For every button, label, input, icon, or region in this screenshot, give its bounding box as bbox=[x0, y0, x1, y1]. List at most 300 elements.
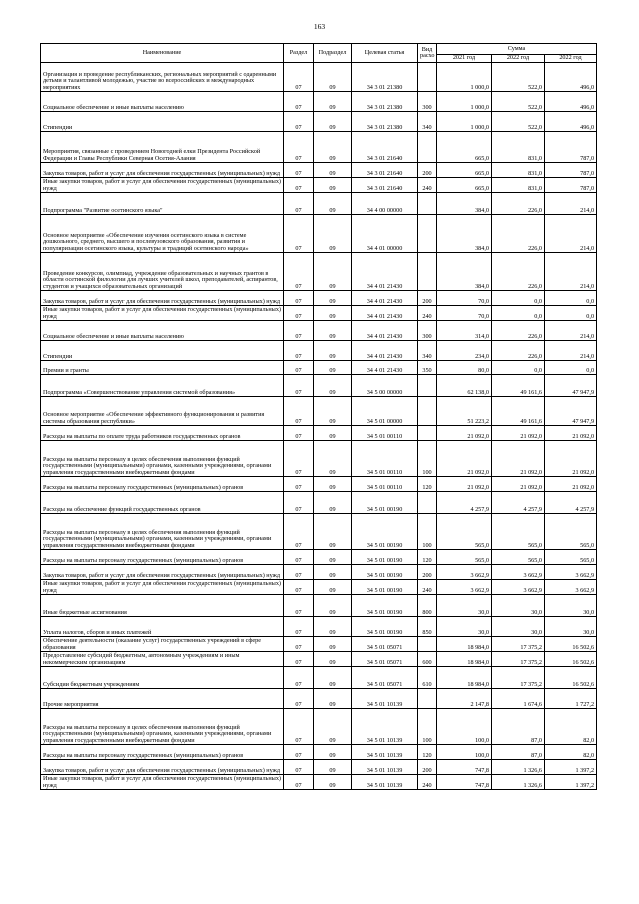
cell-section: 07 bbox=[284, 667, 314, 689]
cell-target-article: 34 3 01 21380 bbox=[352, 92, 418, 112]
cell-target-article: 34 4 01 21430 bbox=[352, 306, 418, 321]
cell-subsection: 09 bbox=[314, 112, 352, 132]
cell-sum-2022-second: 30,0 bbox=[545, 617, 597, 637]
cell-sum-2022-first: 226,0 bbox=[492, 193, 545, 215]
cell-target-article: 34 5 01 00190 bbox=[352, 492, 418, 514]
cell-sum-2022-first: 0,0 bbox=[492, 291, 545, 306]
cell-sum-2022-second: 21 092,0 bbox=[545, 441, 597, 477]
cell-expense-type: 200 bbox=[418, 291, 437, 306]
cell-expense-type: 610 bbox=[418, 667, 437, 689]
cell-section: 07 bbox=[284, 441, 314, 477]
cell-sum-2021: 747,8 bbox=[437, 760, 492, 775]
cell-expense-type: 100 bbox=[418, 441, 437, 477]
cell-expense-type: 240 bbox=[418, 178, 437, 193]
cell-subsection: 09 bbox=[314, 291, 352, 306]
cell-sum-2022-second: 1 397,2 bbox=[545, 775, 597, 790]
cell-subsection: 09 bbox=[314, 426, 352, 441]
table-row bbox=[41, 163, 597, 178]
cell-sum-2022-first: 226,0 bbox=[492, 321, 545, 341]
cell-sum-2022-second: 3 662,9 bbox=[545, 580, 597, 595]
cell-name: Стипендии bbox=[41, 341, 284, 361]
cell-subsection: 09 bbox=[314, 514, 352, 550]
cell-section: 07 bbox=[284, 341, 314, 361]
cell-subsection: 09 bbox=[314, 341, 352, 361]
cell-target-article: 34 5 01 10139 bbox=[352, 745, 418, 760]
table-row bbox=[41, 132, 597, 163]
cell-section: 07 bbox=[284, 178, 314, 193]
cell-section: 07 bbox=[284, 397, 314, 426]
cell-name: Расходы на выплаты по оплате труда работников государственных органов bbox=[41, 426, 284, 441]
cell-target-article: 34 5 01 00110 bbox=[352, 477, 418, 492]
cell-subsection: 09 bbox=[314, 745, 352, 760]
cell-expense-type: 240 bbox=[418, 580, 437, 595]
cell-target-article: 34 5 01 00190 bbox=[352, 565, 418, 580]
cell-section: 07 bbox=[284, 193, 314, 215]
cell-sum-2022-first: 522,0 bbox=[492, 112, 545, 132]
cell-name: Закупка товаров, работ и услуг для обеспечения государственных (муниципальных) нужд bbox=[41, 163, 284, 178]
cell-subsection: 09 bbox=[314, 375, 352, 397]
cell-sum-2022-first: 17 375,2 bbox=[492, 652, 545, 667]
cell-target-article: 34 4 00 00000 bbox=[352, 193, 418, 215]
cell-name: Премии и гранты bbox=[41, 361, 284, 375]
cell-name: Предоставление субсидий бюджетным, автономным учреждениям и иным некоммерческим организациям bbox=[41, 652, 284, 667]
cell-sum-2022-second: 496,0 bbox=[545, 63, 597, 92]
table-row bbox=[41, 760, 597, 775]
cell-target-article: 34 4 01 21430 bbox=[352, 253, 418, 291]
cell-subsection: 09 bbox=[314, 397, 352, 426]
cell-expense-type: 340 bbox=[418, 341, 437, 361]
cell-target-article: 34 3 01 21640 bbox=[352, 178, 418, 193]
cell-section: 07 bbox=[284, 253, 314, 291]
table-row bbox=[41, 215, 597, 253]
cell-sum-2022-first: 831,0 bbox=[492, 163, 545, 178]
cell-sum-2022-second: 47 947,9 bbox=[545, 375, 597, 397]
cell-expense-type: 120 bbox=[418, 477, 437, 492]
cell-section: 07 bbox=[284, 112, 314, 132]
cell-sum-2022-first: 3 662,9 bbox=[492, 565, 545, 580]
cell-target-article: 34 5 01 00110 bbox=[352, 441, 418, 477]
cell-expense-type bbox=[418, 426, 437, 441]
cell-expense-type: 850 bbox=[418, 617, 437, 637]
cell-sum-2022-first: 87,0 bbox=[492, 709, 545, 745]
cell-sum-2021: 2 147,8 bbox=[437, 689, 492, 709]
cell-sum-2022-first: 226,0 bbox=[492, 253, 545, 291]
cell-target-article: 34 5 01 10139 bbox=[352, 689, 418, 709]
cell-sum-2022-second: 565,0 bbox=[545, 514, 597, 550]
header-name: Наименование bbox=[41, 44, 284, 63]
cell-section: 07 bbox=[284, 375, 314, 397]
cell-sum-2021: 30,0 bbox=[437, 617, 492, 637]
cell-sum-2022-first: 3 662,9 bbox=[492, 580, 545, 595]
cell-section: 07 bbox=[284, 514, 314, 550]
cell-sum-2021: 747,8 bbox=[437, 775, 492, 790]
cell-expense-type: 340 bbox=[418, 112, 437, 132]
cell-section: 07 bbox=[284, 652, 314, 667]
header-sum: Сумма bbox=[437, 44, 597, 55]
cell-name: Закупка товаров, работ и услуг для обеспечения государственных (муниципальных) нужд bbox=[41, 760, 284, 775]
cell-sum-2022-first: 17 375,2 bbox=[492, 637, 545, 652]
table-row bbox=[41, 492, 597, 514]
cell-sum-2022-first: 0,0 bbox=[492, 361, 545, 375]
table-row bbox=[41, 637, 597, 652]
cell-sum-2022-first: 226,0 bbox=[492, 215, 545, 253]
cell-name: Закупка товаров, работ и услуг для обеспечения государственных (муниципальных) нужд bbox=[41, 565, 284, 580]
cell-subsection: 09 bbox=[314, 361, 352, 375]
cell-sum-2021: 100,0 bbox=[437, 745, 492, 760]
cell-section: 07 bbox=[284, 306, 314, 321]
cell-sum-2022-second: 214,0 bbox=[545, 193, 597, 215]
cell-section: 07 bbox=[284, 477, 314, 492]
cell-target-article: 34 5 01 00190 bbox=[352, 514, 418, 550]
cell-sum-2022-first: 1 326,6 bbox=[492, 775, 545, 790]
cell-subsection: 09 bbox=[314, 215, 352, 253]
cell-sum-2022-first: 831,0 bbox=[492, 132, 545, 163]
table-row bbox=[41, 426, 597, 441]
cell-sum-2021: 234,0 bbox=[437, 341, 492, 361]
cell-expense-type bbox=[418, 637, 437, 652]
cell-sum-2021: 1 000,0 bbox=[437, 63, 492, 92]
cell-sum-2021: 70,0 bbox=[437, 306, 492, 321]
cell-expense-type: 300 bbox=[418, 321, 437, 341]
cell-subsection: 09 bbox=[314, 178, 352, 193]
cell-subsection: 09 bbox=[314, 550, 352, 565]
table-row bbox=[41, 514, 597, 550]
cell-sum-2022-first: 226,0 bbox=[492, 341, 545, 361]
cell-sum-2021: 314,0 bbox=[437, 321, 492, 341]
cell-name: Организация и проведение республиканских, региональных мероприятий с одаренными детьми и талантливой молодежью, участие во всероссийских и международных мероприятиях bbox=[41, 63, 284, 92]
cell-target-article: 34 5 01 00110 bbox=[352, 426, 418, 441]
cell-name: Социальное обеспечение и иные выплаты населению bbox=[41, 321, 284, 341]
cell-subsection: 09 bbox=[314, 306, 352, 321]
table-row bbox=[41, 341, 597, 361]
cell-name: Иные закупки товаров, работ и услуг для обеспечения государственных (муниципальных) нужд bbox=[41, 306, 284, 321]
table-row bbox=[41, 775, 597, 790]
cell-target-article: 34 3 01 21640 bbox=[352, 132, 418, 163]
cell-sum-2021: 70,0 bbox=[437, 291, 492, 306]
cell-target-article: 34 3 01 21640 bbox=[352, 163, 418, 178]
cell-target-article: 34 5 01 00190 bbox=[352, 580, 418, 595]
cell-sum-2022-first: 4 257,9 bbox=[492, 492, 545, 514]
table-row bbox=[41, 550, 597, 565]
table-row bbox=[41, 689, 597, 709]
cell-target-article: 34 5 01 10139 bbox=[352, 775, 418, 790]
table-row bbox=[41, 652, 597, 667]
cell-name: Прочие мероприятия bbox=[41, 689, 284, 709]
cell-sum-2021: 18 984,0 bbox=[437, 652, 492, 667]
cell-sum-2022-first: 831,0 bbox=[492, 178, 545, 193]
cell-sum-2022-second: 496,0 bbox=[545, 92, 597, 112]
cell-name: Основное мероприятие «Обеспечение изучения осетинского языка в системе дошкольного, среднего, высшего и послевузовского образования, развития и популяризации осетинского языка, культуры и традиций осетинского народа» bbox=[41, 215, 284, 253]
cell-name: Иные бюджетные ассигнования bbox=[41, 595, 284, 617]
header-subsection: Подраздел bbox=[314, 44, 352, 63]
cell-expense-type: 800 bbox=[418, 595, 437, 617]
cell-name: Расходы на выплаты персоналу в целях обеспечения выполнения функций государственными (муниципальными) органами, казенными учреждениями, органами управления государственными внебюджетными фондами bbox=[41, 514, 284, 550]
cell-target-article: 34 4 01 21430 bbox=[352, 321, 418, 341]
table-row bbox=[41, 361, 597, 375]
cell-sum-2022-first: 30,0 bbox=[492, 595, 545, 617]
cell-subsection: 09 bbox=[314, 775, 352, 790]
table-row bbox=[41, 565, 597, 580]
cell-sum-2022-first: 522,0 bbox=[492, 63, 545, 92]
header-section: Раздел bbox=[284, 44, 314, 63]
cell-section: 07 bbox=[284, 637, 314, 652]
cell-sum-2021: 18 984,0 bbox=[437, 637, 492, 652]
cell-sum-2022-first: 30,0 bbox=[492, 617, 545, 637]
cell-subsection: 09 bbox=[314, 492, 352, 514]
cell-sum-2021: 3 662,9 bbox=[437, 580, 492, 595]
header-target-article: Целевая статья bbox=[352, 44, 418, 63]
table-row bbox=[41, 667, 597, 689]
page-number: 163 bbox=[313, 22, 326, 31]
cell-name: Расходы на обеспечение функций государственных органов bbox=[41, 492, 284, 514]
cell-expense-type bbox=[418, 253, 437, 291]
cell-sum-2022-second: 214,0 bbox=[545, 215, 597, 253]
cell-name: Подпрограмма «Совершенствование управления системой образования» bbox=[41, 375, 284, 397]
cell-name: Обеспечение деятельности (оказание услуг) государственных учреждений в сфере образования bbox=[41, 637, 284, 652]
cell-expense-type: 240 bbox=[418, 775, 437, 790]
cell-sum-2021: 665,0 bbox=[437, 163, 492, 178]
table-row bbox=[41, 193, 597, 215]
cell-sum-2021: 4 257,9 bbox=[437, 492, 492, 514]
cell-section: 07 bbox=[284, 617, 314, 637]
cell-name: Иные закупки товаров, работ и услуг для обеспечения государственных (муниципальных) нужд bbox=[41, 775, 284, 790]
table-row bbox=[41, 709, 597, 745]
cell-subsection: 09 bbox=[314, 637, 352, 652]
cell-expense-type: 100 bbox=[418, 709, 437, 745]
cell-expense-type: 120 bbox=[418, 745, 437, 760]
cell-sum-2022-first: 21 092,0 bbox=[492, 441, 545, 477]
cell-expense-type: 100 bbox=[418, 514, 437, 550]
cell-name: Основное мероприятие «Обеспечение эффективного функционирования и развития системы образования республики» bbox=[41, 397, 284, 426]
cell-subsection: 09 bbox=[314, 617, 352, 637]
cell-sum-2022-first: 1 326,6 bbox=[492, 760, 545, 775]
cell-sum-2022-second: 787,0 bbox=[545, 132, 597, 163]
cell-sum-2021: 100,0 bbox=[437, 709, 492, 745]
cell-section: 07 bbox=[284, 291, 314, 306]
header-year-2021: 2021 год bbox=[437, 55, 492, 63]
cell-sum-2022-second: 565,0 bbox=[545, 550, 597, 565]
cell-sum-2022-first: 522,0 bbox=[492, 92, 545, 112]
cell-name: Расходы на выплаты персоналу государственных (муниципальных) органов bbox=[41, 477, 284, 492]
cell-expense-type bbox=[418, 193, 437, 215]
cell-subsection: 09 bbox=[314, 163, 352, 178]
cell-subsection: 09 bbox=[314, 667, 352, 689]
cell-sum-2022-first: 21 092,0 bbox=[492, 477, 545, 492]
cell-sum-2021: 51 223,2 bbox=[437, 397, 492, 426]
cell-section: 07 bbox=[284, 580, 314, 595]
cell-expense-type bbox=[418, 397, 437, 426]
cell-subsection: 09 bbox=[314, 565, 352, 580]
cell-sum-2022-second: 82,0 bbox=[545, 709, 597, 745]
table-row bbox=[41, 306, 597, 321]
budget-table bbox=[40, 43, 597, 790]
cell-subsection: 09 bbox=[314, 321, 352, 341]
cell-sum-2022-second: 16 502,6 bbox=[545, 637, 597, 652]
cell-sum-2022-second: 787,0 bbox=[545, 163, 597, 178]
table-row bbox=[41, 112, 597, 132]
cell-sum-2022-second: 0,0 bbox=[545, 306, 597, 321]
cell-section: 07 bbox=[284, 775, 314, 790]
cell-target-article: 34 5 01 10139 bbox=[352, 709, 418, 745]
cell-sum-2021: 21 092,0 bbox=[437, 441, 492, 477]
cell-sum-2021: 18 984,0 bbox=[437, 667, 492, 689]
cell-subsection: 09 bbox=[314, 441, 352, 477]
cell-section: 07 bbox=[284, 550, 314, 565]
cell-section: 07 bbox=[284, 361, 314, 375]
cell-section: 07 bbox=[284, 426, 314, 441]
table-row bbox=[41, 253, 597, 291]
cell-subsection: 09 bbox=[314, 253, 352, 291]
cell-sum-2022-second: 4 257,9 bbox=[545, 492, 597, 514]
cell-sum-2021: 565,0 bbox=[437, 550, 492, 565]
cell-subsection: 09 bbox=[314, 580, 352, 595]
cell-subsection: 09 bbox=[314, 132, 352, 163]
cell-sum-2022-second: 30,0 bbox=[545, 595, 597, 617]
cell-target-article: 34 5 01 10139 bbox=[352, 760, 418, 775]
cell-sum-2021: 384,0 bbox=[437, 253, 492, 291]
cell-sum-2021: 665,0 bbox=[437, 178, 492, 193]
cell-sum-2022-first: 21 092,0 bbox=[492, 426, 545, 441]
cell-target-article: 34 5 01 00190 bbox=[352, 550, 418, 565]
cell-name: Расходы на выплаты персоналу в целях обеспечения выполнения функций государственными (муниципальными) органами, казенными учреждениями, органами управления государственными внебюджетными фондами bbox=[41, 709, 284, 745]
cell-sum-2022-second: 214,0 bbox=[545, 341, 597, 361]
cell-name: Субсидии бюджетным учреждениям bbox=[41, 667, 284, 689]
cell-sum-2022-second: 0,0 bbox=[545, 361, 597, 375]
cell-sum-2022-first: 565,0 bbox=[492, 514, 545, 550]
cell-target-article: 34 5 01 05071 bbox=[352, 652, 418, 667]
cell-name: Иные закупки товаров, работ и услуг для обеспечения государственных (муниципальных) нужд bbox=[41, 178, 284, 193]
cell-target-article: 34 3 01 21380 bbox=[352, 63, 418, 92]
cell-sum-2022-first: 87,0 bbox=[492, 745, 545, 760]
cell-section: 07 bbox=[284, 215, 314, 253]
cell-sum-2022-second: 82,0 bbox=[545, 745, 597, 760]
cell-expense-type: 350 bbox=[418, 361, 437, 375]
cell-sum-2021: 565,0 bbox=[437, 514, 492, 550]
cell-expense-type: 600 bbox=[418, 652, 437, 667]
cell-target-article: 34 5 01 05071 bbox=[352, 637, 418, 652]
cell-name: Расходы на выплаты персоналу государственных (муниципальных) органов bbox=[41, 745, 284, 760]
cell-section: 07 bbox=[284, 63, 314, 92]
header-expense-type: Вид расхо bbox=[418, 44, 437, 63]
cell-expense-type: 200 bbox=[418, 565, 437, 580]
cell-name: Подпрограмма "Развитие осетинского языка" bbox=[41, 193, 284, 215]
cell-subsection: 09 bbox=[314, 760, 352, 775]
cell-sum-2022-second: 21 092,0 bbox=[545, 426, 597, 441]
cell-expense-type: 200 bbox=[418, 760, 437, 775]
cell-name: Стипендии bbox=[41, 112, 284, 132]
table-row bbox=[41, 745, 597, 760]
cell-name: Социальное обеспечение и иные выплаты населению bbox=[41, 92, 284, 112]
header-year-2022-first: 2022 год bbox=[492, 55, 545, 63]
cell-target-article: 34 5 01 05071 bbox=[352, 667, 418, 689]
cell-sum-2022-second: 47 947,9 bbox=[545, 397, 597, 426]
cell-expense-type bbox=[418, 375, 437, 397]
cell-sum-2022-first: 49 161,6 bbox=[492, 397, 545, 426]
cell-name: Проведение конкурсов, олимпиад, учреждение образовательных и научных грантов в области осетинской филологии для лучших учителей школ, преподавателей, аспирантов, студентов и учащихся образовательных организаций bbox=[41, 253, 284, 291]
cell-expense-type: 200 bbox=[418, 163, 437, 178]
cell-target-article: 34 5 01 00190 bbox=[352, 617, 418, 637]
table-row bbox=[41, 595, 597, 617]
cell-subsection: 09 bbox=[314, 92, 352, 112]
cell-expense-type: 300 bbox=[418, 92, 437, 112]
cell-target-article: 34 4 01 21430 bbox=[352, 361, 418, 375]
cell-expense-type bbox=[418, 132, 437, 163]
cell-sum-2022-first: 49 161,6 bbox=[492, 375, 545, 397]
cell-target-article: 34 5 01 00000 bbox=[352, 397, 418, 426]
table-row bbox=[41, 617, 597, 637]
cell-target-article: 34 5 00 00000 bbox=[352, 375, 418, 397]
cell-sum-2022-first: 17 375,2 bbox=[492, 667, 545, 689]
cell-sum-2022-second: 1 727,2 bbox=[545, 689, 597, 709]
cell-sum-2022-first: 0,0 bbox=[492, 306, 545, 321]
cell-target-article: 34 4 01 21430 bbox=[352, 341, 418, 361]
cell-subsection: 09 bbox=[314, 709, 352, 745]
cell-section: 07 bbox=[284, 709, 314, 745]
cell-sum-2022-first: 1 674,6 bbox=[492, 689, 545, 709]
cell-sum-2022-second: 496,0 bbox=[545, 112, 597, 132]
cell-target-article: 34 4 01 00000 bbox=[352, 215, 418, 253]
cell-sum-2021: 30,0 bbox=[437, 595, 492, 617]
table-row bbox=[41, 291, 597, 306]
cell-name: Расходы на выплаты персоналу государственных (муниципальных) органов bbox=[41, 550, 284, 565]
cell-section: 07 bbox=[284, 760, 314, 775]
cell-subsection: 09 bbox=[314, 652, 352, 667]
cell-sum-2021: 21 092,0 bbox=[437, 426, 492, 441]
cell-sum-2022-second: 214,0 bbox=[545, 253, 597, 291]
cell-sum-2021: 1 000,0 bbox=[437, 112, 492, 132]
cell-section: 07 bbox=[284, 132, 314, 163]
table-row bbox=[41, 321, 597, 341]
cell-name: Мероприятия, связанные с проведением Новогодней елки Президента Российской Федерации и Главы Республики Северная Осетия-Алания bbox=[41, 132, 284, 163]
table-row bbox=[41, 441, 597, 477]
cell-expense-type bbox=[418, 215, 437, 253]
cell-sum-2021: 1 000,0 bbox=[437, 92, 492, 112]
cell-sum-2022-second: 1 397,2 bbox=[545, 760, 597, 775]
cell-subsection: 09 bbox=[314, 477, 352, 492]
cell-sum-2022-second: 3 662,9 bbox=[545, 565, 597, 580]
header-year-2022-second: 2022 год bbox=[545, 55, 597, 63]
cell-sum-2022-first: 565,0 bbox=[492, 550, 545, 565]
cell-section: 07 bbox=[284, 689, 314, 709]
cell-subsection: 09 bbox=[314, 63, 352, 92]
cell-expense-type: 120 bbox=[418, 550, 437, 565]
cell-target-article: 34 5 01 00190 bbox=[352, 595, 418, 617]
cell-target-article: 34 3 01 21380 bbox=[352, 112, 418, 132]
cell-target-article: 34 4 01 21430 bbox=[352, 291, 418, 306]
cell-sum-2021: 62 138,0 bbox=[437, 375, 492, 397]
cell-section: 07 bbox=[284, 745, 314, 760]
cell-section: 07 bbox=[284, 565, 314, 580]
cell-name: Закупка товаров, работ и услуг для обеспечения государственных (муниципальных) нужд bbox=[41, 291, 284, 306]
table-row bbox=[41, 397, 597, 426]
cell-name: Расходы на выплаты персоналу в целях обеспечения выполнения функций государственными (муниципальными) органами, казенными учреждениями, органами управления государственными внебюджетными фондами bbox=[41, 441, 284, 477]
cell-name: Иные закупки товаров, работ и услуг для обеспечения государственных (муниципальных) нужд bbox=[41, 580, 284, 595]
cell-sum-2022-second: 16 502,6 bbox=[545, 667, 597, 689]
table-body bbox=[41, 63, 597, 790]
cell-expense-type bbox=[418, 492, 437, 514]
cell-expense-type bbox=[418, 689, 437, 709]
cell-sum-2022-second: 787,0 bbox=[545, 178, 597, 193]
cell-sum-2021: 21 092,0 bbox=[437, 477, 492, 492]
cell-section: 07 bbox=[284, 163, 314, 178]
cell-sum-2021: 384,0 bbox=[437, 193, 492, 215]
cell-expense-type bbox=[418, 63, 437, 92]
cell-section: 07 bbox=[284, 595, 314, 617]
table-row bbox=[41, 477, 597, 492]
table-row bbox=[41, 375, 597, 397]
table-row bbox=[41, 63, 597, 92]
cell-sum-2021: 80,0 bbox=[437, 361, 492, 375]
